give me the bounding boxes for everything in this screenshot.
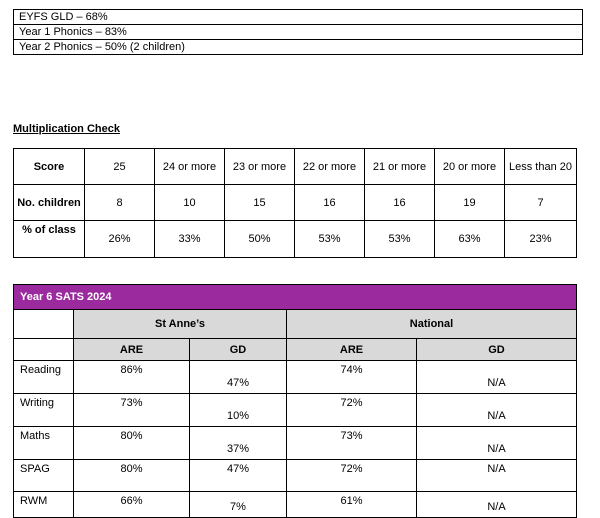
sats-table <box>13 284 577 518</box>
sats-subheader-row <box>14 339 577 361</box>
sats-title: Year 6 SATS 2024 <box>14 285 577 310</box>
table-row <box>14 25 583 40</box>
children-cell: 15 <box>225 185 295 221</box>
national-are-cell: 73% <box>287 427 417 460</box>
subject-label: RWM <box>14 492 74 518</box>
children-cell: 10 <box>155 185 225 221</box>
school-gd-cell: 47% <box>190 361 287 394</box>
school-gd-cell: 7% <box>190 492 287 518</box>
percent-row <box>14 221 577 258</box>
score-cell: 24 or more <box>155 149 225 185</box>
table-row <box>14 492 577 518</box>
national-are-cell: 61% <box>287 492 417 518</box>
school-are-cell: 86% <box>74 361 190 394</box>
national-are-header: ARE <box>287 339 417 361</box>
school-gd-header: GD <box>190 339 287 361</box>
national-gd-cell: N/A <box>417 460 577 492</box>
results-summary-table <box>13 9 583 55</box>
national-gd-cell: N/A <box>417 394 577 427</box>
sats-title-row <box>14 285 577 310</box>
children-cell: 16 <box>365 185 435 221</box>
children-header: No. children <box>14 185 85 221</box>
multiplication-heading: Multiplication Check <box>13 123 120 135</box>
percent-cell: 63% <box>435 221 505 258</box>
school-are-cell: 73% <box>74 394 190 427</box>
percent-cell: 50% <box>225 221 295 258</box>
children-cell: 7 <box>505 185 577 221</box>
school-are-cell: 80% <box>74 460 190 492</box>
school-are-cell: 80% <box>74 427 190 460</box>
national-gd-header: GD <box>417 339 577 361</box>
children-row <box>14 185 577 221</box>
school-gd-cell: 37% <box>190 427 287 460</box>
percent-cell: 53% <box>295 221 365 258</box>
table-row <box>14 427 577 460</box>
eyfs-gld-cell: EYFS GLD – 68% <box>14 10 583 25</box>
table-row <box>14 361 577 394</box>
table-row <box>14 40 583 55</box>
school-gd-cell: 10% <box>190 394 287 427</box>
national-are-cell: 72% <box>287 394 417 427</box>
subject-label: SPAG <box>14 460 74 492</box>
percent-cell: 26% <box>85 221 155 258</box>
percent-header: % of class <box>14 221 85 258</box>
multiplication-check-table <box>13 148 577 258</box>
score-cell: 21 or more <box>365 149 435 185</box>
table-row <box>14 10 583 25</box>
percent-cell: 33% <box>155 221 225 258</box>
percent-cell: 23% <box>505 221 577 258</box>
year1-phonics-cell: Year 1 Phonics – 83% <box>14 25 583 40</box>
school-group-header: St Anne’s <box>74 310 287 339</box>
score-header: Score <box>14 149 85 185</box>
children-cell: 16 <box>295 185 365 221</box>
children-cell: 19 <box>435 185 505 221</box>
table-row <box>14 460 577 492</box>
national-gd-cell: N/A <box>417 427 577 460</box>
score-cell: 23 or more <box>225 149 295 185</box>
school-are-cell: 66% <box>74 492 190 518</box>
blank-cell <box>14 310 74 339</box>
children-cell: 8 <box>85 185 155 221</box>
subject-label: Reading <box>14 361 74 394</box>
school-gd-cell: 47% <box>190 460 287 492</box>
score-row <box>14 149 577 185</box>
national-are-cell: 72% <box>287 460 417 492</box>
national-gd-cell: N/A <box>417 492 577 518</box>
score-cell: 22 or more <box>295 149 365 185</box>
score-cell: 25 <box>85 149 155 185</box>
subject-label: Maths <box>14 427 74 460</box>
national-gd-cell: N/A <box>417 361 577 394</box>
national-are-cell: 74% <box>287 361 417 394</box>
subject-label: Writing <box>14 394 74 427</box>
sats-group-row <box>14 310 577 339</box>
school-are-header: ARE <box>74 339 190 361</box>
national-group-header: National <box>287 310 577 339</box>
blank-cell <box>14 339 74 361</box>
percent-cell: 53% <box>365 221 435 258</box>
year2-phonics-cell: Year 2 Phonics – 50% (2 children) <box>14 40 583 55</box>
table-row <box>14 394 577 427</box>
score-cell: 20 or more <box>435 149 505 185</box>
score-cell: Less than 20 <box>505 149 577 185</box>
